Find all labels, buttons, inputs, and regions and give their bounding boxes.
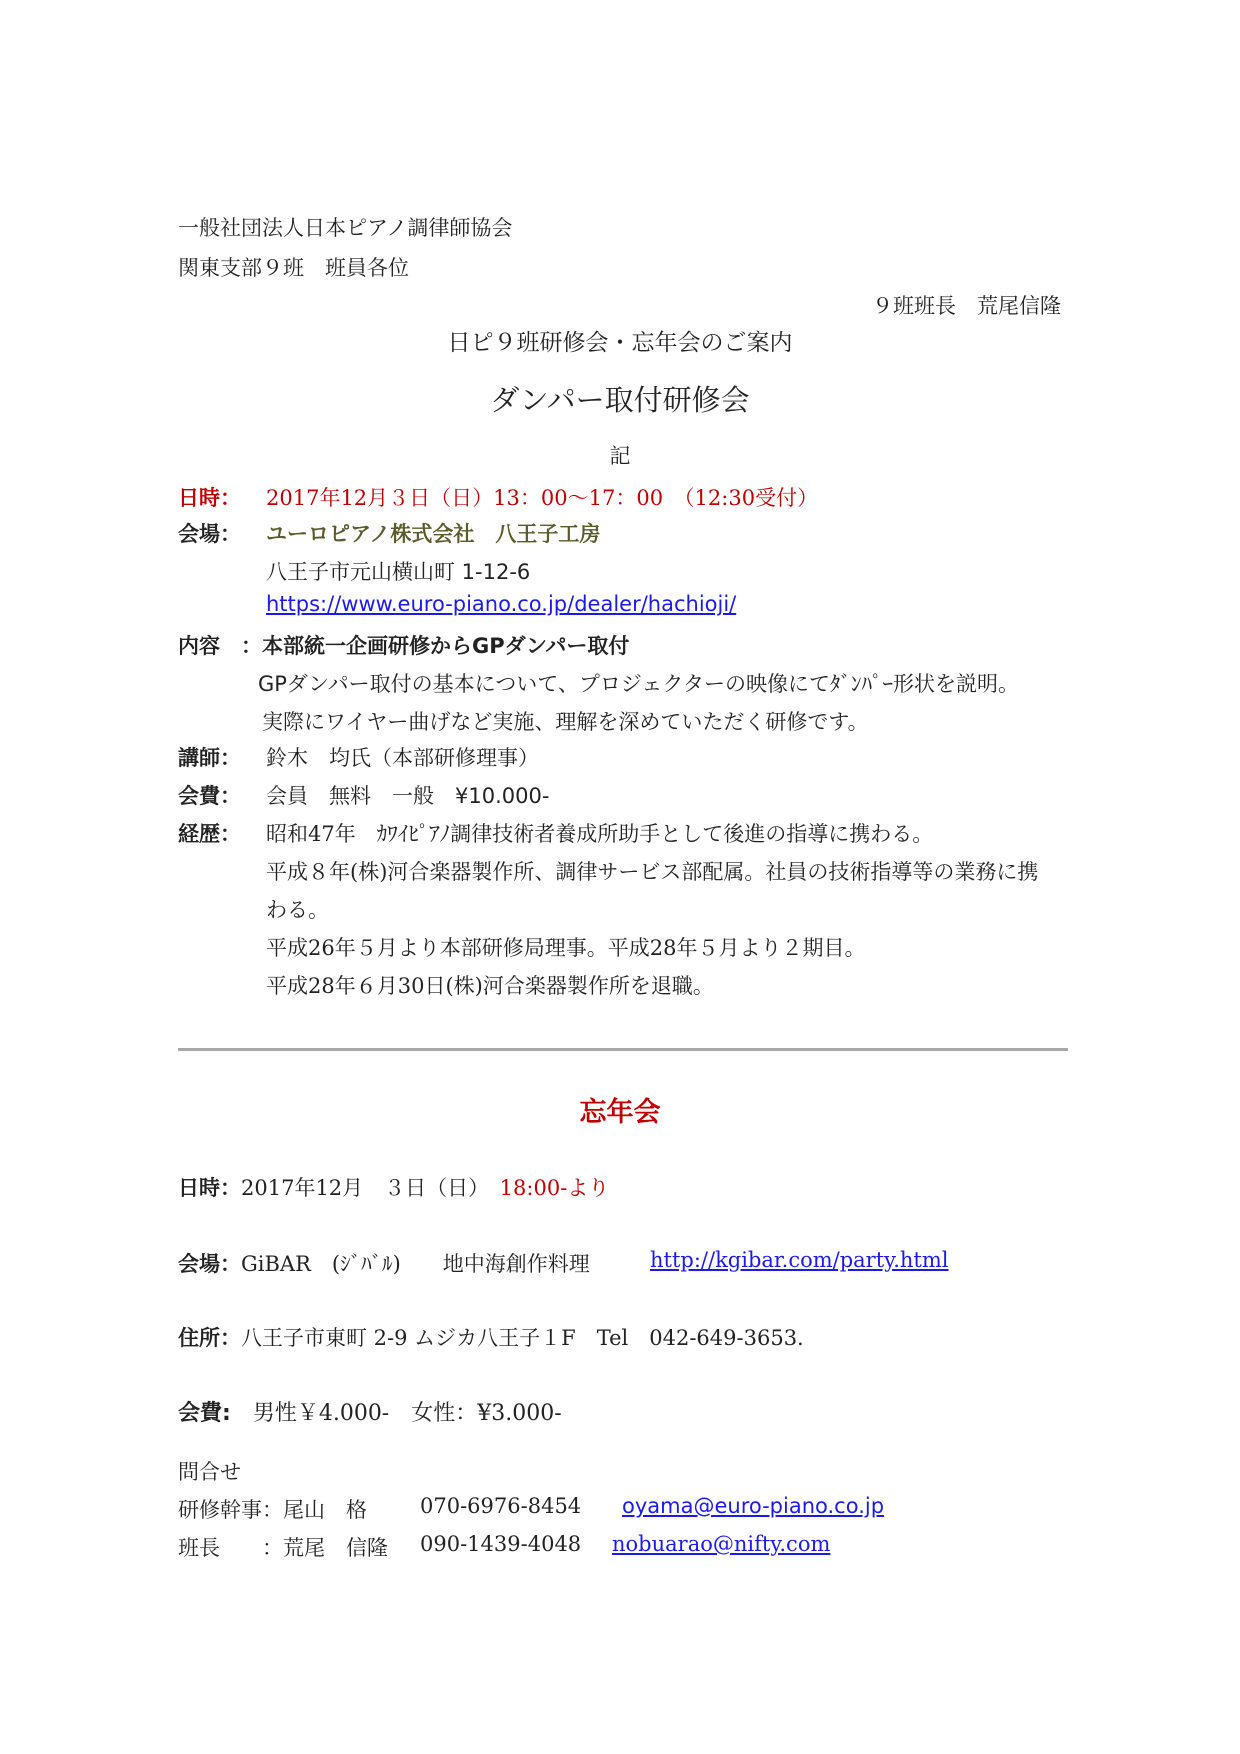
recipients: 関東支部９班 班員各位 — [178, 256, 409, 280]
party-venue-row — [178, 1248, 590, 1278]
seminar-content-label: 内容 ： — [178, 634, 262, 658]
document-title: 日ピ９班研修会・忘年会のご案内 — [447, 330, 793, 356]
seminar-content-title: 本部統一企画研修からGPダンパー取付 — [262, 634, 630, 658]
career-line: 平成８年(株)河合楽器製作所、調律サービス部配属。社員の技術指導等の業務に携 — [266, 860, 1039, 884]
party-address-value: 八王子市東町 2-9 ムジカ八王子１F Tel 042-649-3653. — [241, 1326, 804, 1350]
career-line: 平成28年６月30日(株)河合楽器製作所を退職。 — [266, 974, 714, 998]
party-fee-row — [178, 1396, 562, 1427]
party-address-row — [178, 1322, 804, 1352]
lecturer-value: 鈴木 均氏（本部研修理事） — [266, 746, 539, 770]
contact-row2-email[interactable]: nobuarao@nifty.com — [612, 1532, 831, 1556]
seminar-content-line1: GPダンパー取付の基本について、プロジェクターの映像にてﾀﾞﾝﾊﾟｰ形状を説明。 — [258, 672, 1019, 696]
seminar-venue-address: 八王子市元山横山町 1-12-6 — [266, 560, 531, 584]
career-line: 平成26年５月より本部研修局理事。平成28年５月より２期目。 — [266, 936, 866, 960]
lecturer-label: 講師： — [178, 746, 241, 770]
seminar-content-line2: 実際にワイヤー曲げなど実施、理解を深めていただく研修です。 — [262, 710, 869, 734]
party-fee-label: 会費: — [178, 1401, 231, 1426]
seminar-fee-label: 会費： — [178, 784, 241, 808]
seminar-date-label: 日時： — [178, 486, 241, 510]
sender: ９班班長 荒尾信隆 — [872, 294, 1061, 318]
party-venue-label: 会場： — [178, 1252, 241, 1276]
contact-row2-phone: 090-1439-4048 — [420, 1532, 582, 1556]
party-fee-value: 男性￥4.000- 女性：¥3.000- — [252, 1401, 562, 1426]
party-heading: 忘年会 — [579, 1097, 661, 1128]
seminar-fee-value: 会員 無料 一般 ¥10.000- — [266, 784, 550, 808]
seminar-date-value: 2017年12月３日（日）13：00〜17：00 （12:30受付） — [266, 486, 819, 510]
party-address-label: 住所： — [178, 1326, 241, 1350]
seminar-venue-label: 会場： — [178, 522, 241, 546]
career-line: 昭和47年 ｶﾜｲﾋﾟｱﾉ調律技術者養成所助手として後進の指導に携わる。 — [266, 822, 934, 846]
seminar-title: ダンパー取付研修会 — [490, 383, 750, 417]
organization-name: 一般社団法人日本ピアノ調律師協会 — [178, 216, 513, 240]
career-line: わる。 — [266, 898, 329, 922]
contact-row2-label: 班長 ：荒尾 信隆 — [178, 1536, 388, 1560]
career-label: 経歴： — [178, 822, 241, 846]
seminar-venue-link[interactable]: https://www.euro-piano.co.jp/dealer/hachioji/ — [266, 592, 737, 616]
party-venue-value: GiBAR (ｼﾞﾊﾞﾙ) 地中海創作料理 — [241, 1252, 590, 1276]
contact-row1-label: 研修幹事：尾山 格 — [178, 1498, 367, 1522]
party-date-time: 18:00-より — [499, 1176, 610, 1200]
contact-row1-email[interactable]: oyama@euro-piano.co.jp — [622, 1494, 885, 1518]
contact-heading: 問合せ — [178, 1460, 241, 1484]
party-date-value: 2017年12月 ３日（日） — [241, 1176, 479, 1200]
party-venue-link[interactable]: http://kgibar.com/party.html — [650, 1248, 949, 1272]
section-divider — [178, 1048, 1068, 1051]
ki-mark: 記 — [609, 444, 631, 468]
party-date-label: 日時： — [178, 1176, 241, 1200]
party-date-row — [178, 1172, 609, 1202]
contact-row1-phone: 070-6976-8454 — [420, 1494, 582, 1518]
seminar-venue-name: ユーロピアノ株式会社 八王子工房 — [266, 522, 601, 546]
